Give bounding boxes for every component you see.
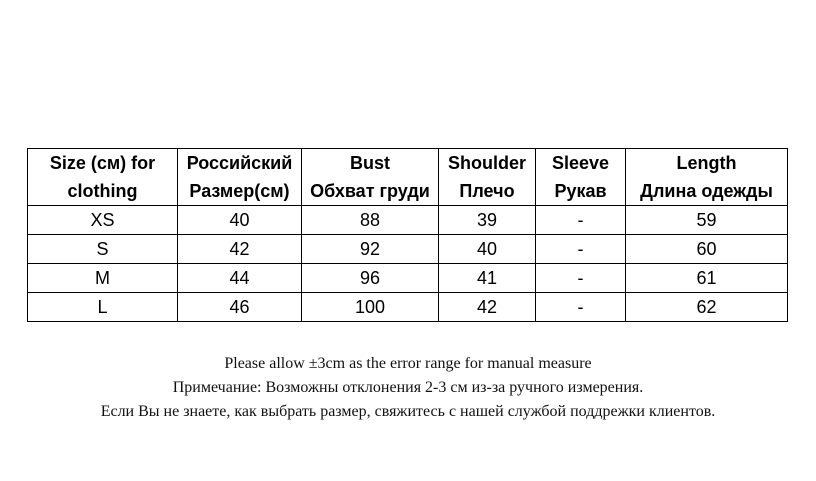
size-chart-table <box>27 148 788 322</box>
table-row <box>28 293 788 322</box>
cell-length: 60 <box>626 235 788 264</box>
table-row <box>28 235 788 264</box>
header-russian-size <box>178 149 302 206</box>
cell-size: L <box>28 293 178 322</box>
cell-bust: 92 <box>302 235 439 264</box>
cell-russian-size: 44 <box>178 264 302 293</box>
cell-length: 62 <box>626 293 788 322</box>
table-header-row <box>28 149 788 206</box>
cell-russian-size: 40 <box>178 206 302 235</box>
cell-size: S <box>28 235 178 264</box>
cell-size: XS <box>28 206 178 235</box>
cell-bust: 88 <box>302 206 439 235</box>
header-size-line2: clothing <box>67 181 138 201</box>
cell-length: 59 <box>626 206 788 235</box>
header-length-line2: Длина одежды <box>640 181 773 201</box>
table-row <box>28 206 788 235</box>
cell-bust: 96 <box>302 264 439 293</box>
cell-length: 61 <box>626 264 788 293</box>
header-russian-size-line1: Российский <box>186 153 293 173</box>
cell-sleeve: - <box>536 206 626 235</box>
cell-sleeve: - <box>536 293 626 322</box>
note-deviation: Примечание: Возможны отклонения 2-3 см из-за ручного измерения. <box>172 379 644 396</box>
header-size-line1: Size (см) for <box>49 153 156 173</box>
cell-sleeve: - <box>536 264 626 293</box>
note-error-range: Please allow ±3cm as the error range for manual measure <box>224 355 592 372</box>
measurement-notes <box>0 352 816 424</box>
cell-shoulder: 41 <box>439 264 536 293</box>
cell-russian-size: 46 <box>178 293 302 322</box>
header-bust <box>302 149 439 206</box>
header-sleeve-line2: Рукав <box>554 181 607 201</box>
cell-size: M <box>28 264 178 293</box>
header-length <box>626 149 788 206</box>
header-bust-line1: Bust <box>350 153 390 173</box>
cell-sleeve: - <box>536 235 626 264</box>
cell-shoulder: 42 <box>439 293 536 322</box>
cell-bust: 100 <box>302 293 439 322</box>
cell-russian-size: 42 <box>178 235 302 264</box>
header-sleeve-line1: Sleeve <box>551 153 610 173</box>
header-bust-line2: Обхват груди <box>310 181 430 201</box>
header-shoulder-line1: Shoulder <box>447 153 526 173</box>
header-size <box>28 149 178 206</box>
cell-shoulder: 39 <box>439 206 536 235</box>
header-russian-size-line2: Размер(см) <box>189 181 290 201</box>
header-sleeve <box>536 149 626 206</box>
header-shoulder-line2: Плечо <box>459 181 515 201</box>
note-support-contact: Если Вы не знаете, как выбрать размер, свяжитесь с нашей службой поддрежки клиентов. <box>100 403 716 420</box>
header-length-line1: Length <box>676 153 737 173</box>
table-row <box>28 264 788 293</box>
header-shoulder <box>439 149 536 206</box>
cell-shoulder: 40 <box>439 235 536 264</box>
